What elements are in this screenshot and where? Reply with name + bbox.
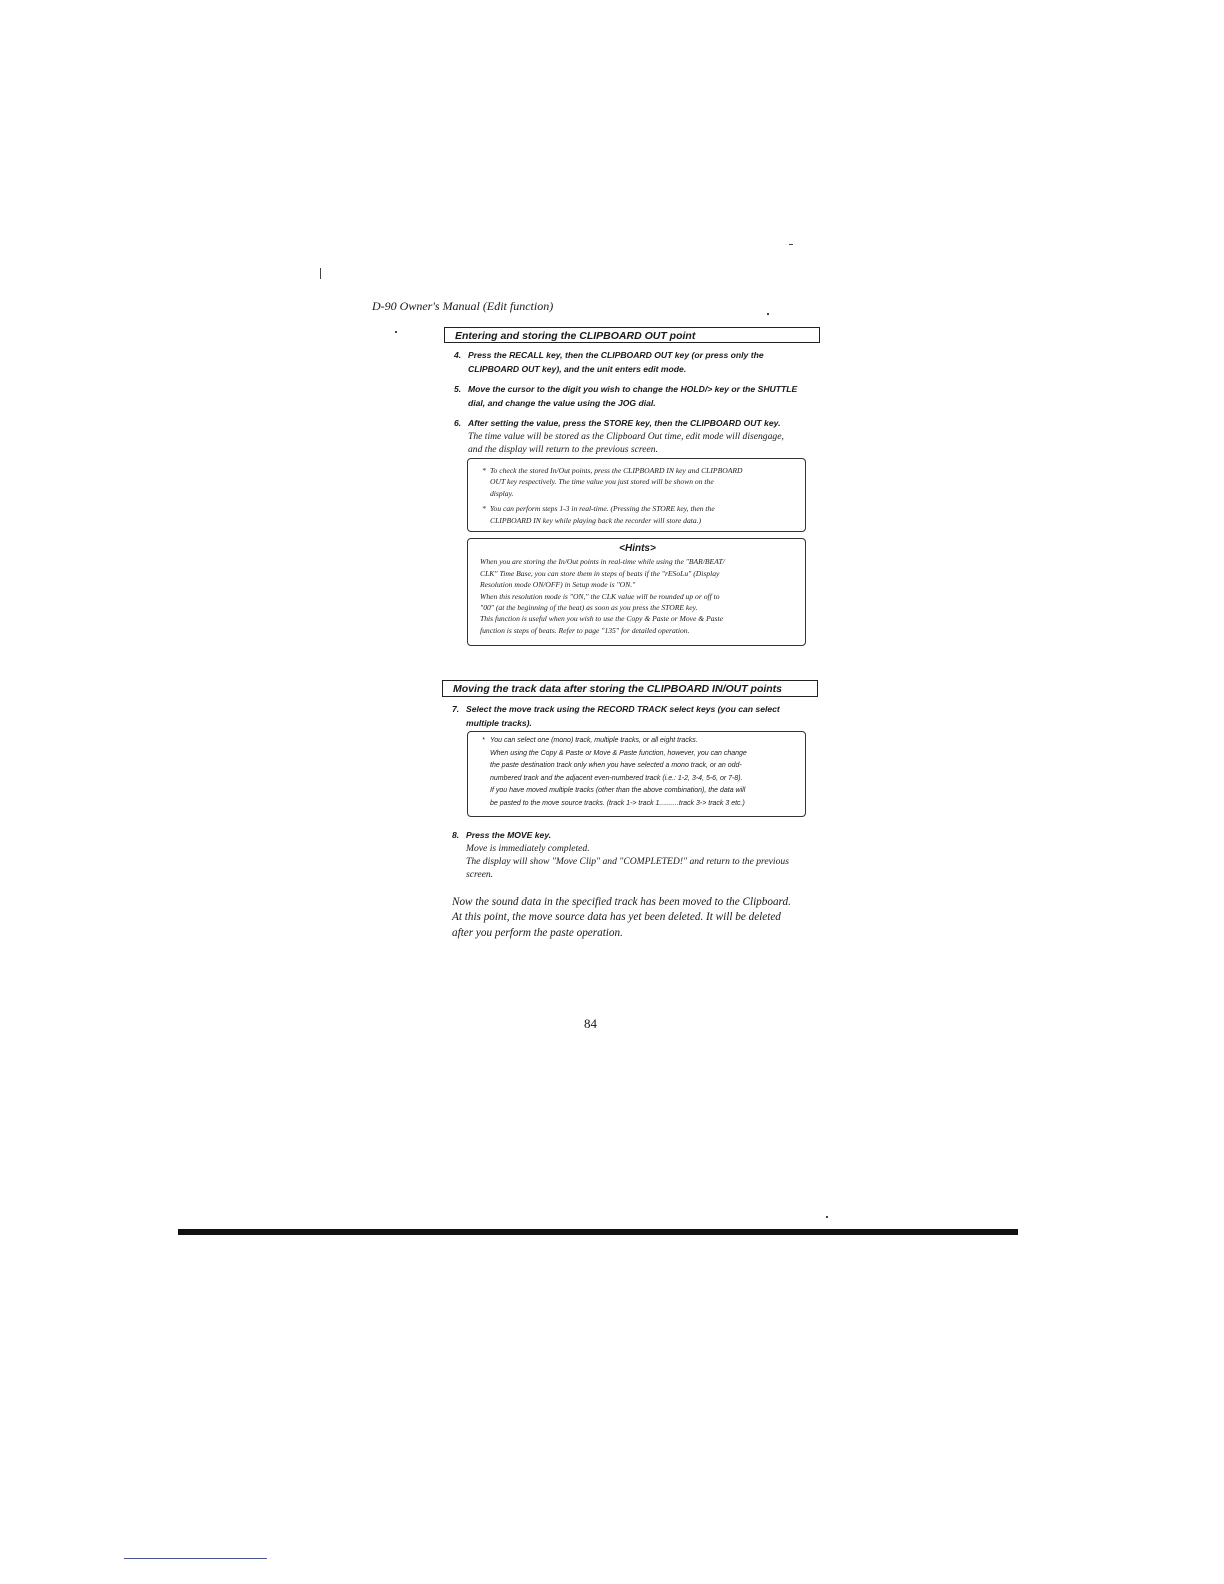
note-line: When using the Copy & Paste or Move & Paste function, however, you can change [490, 749, 747, 757]
section-title-text: Moving the track data after storing the CLIPBOARD IN/OUT points [453, 683, 783, 695]
body-line: screen. [466, 869, 494, 880]
section-title-text: Entering and storing the CLIPBOARD OUT point [455, 330, 696, 342]
step-line: multiple tracks). [466, 718, 532, 728]
hints-line: Resolution mode ON/OFF) in Setup mode is "ON." [480, 580, 636, 590]
section-title-move-track [442, 680, 818, 697]
note-line: CLIPBOARD IN key while playing back the recorder will store data.) [490, 515, 702, 525]
step-7 [452, 702, 826, 730]
note-line: the paste destination track only when you have selected a mono track, or an odd- [490, 762, 742, 770]
closing-paragraph [452, 895, 827, 941]
body-line: Move is immediately completed. [466, 843, 590, 854]
closing-line: Now the sound data in the specified track has been moved to the Clipboard. [452, 896, 791, 908]
hints-line: When this resolution mode is "ON," the CLK value will be rounded up or off to [480, 591, 720, 601]
step-4 [454, 348, 828, 376]
note-line: If you have moved multiple tracks (other than the above combination), the data will [490, 787, 746, 795]
note-line: To check the stored In/Out points, press the CLIPBOARD IN key and CLIPBOARD [490, 466, 743, 475]
step-line: After setting the value, press the STORE key, then the CLIPBOARD OUT key. [468, 418, 781, 428]
hints-line: When you are storing the In/Out points in real-time while using the "BAR/BEAT/ [480, 557, 725, 567]
bottom-underline [124, 1558, 267, 1559]
bottom-rule [178, 1229, 1018, 1235]
running-header: D-90 Owner's Manual (Edit function) [372, 299, 554, 313]
step-number: 5. [454, 384, 462, 394]
note-line: OUT key respectively. The time value you just stored will be shown on the [490, 477, 714, 487]
body-line: The display will show "Move Clip" and "COMPLETED!" and return to the previous [466, 856, 789, 867]
hints-line: This function is useful when you wish to use the Copy & Paste or Move & Paste [480, 614, 723, 624]
note-line: be pasted to the move source tracks. (track 1-> track 1..........track 3-> track 3 etc.) [490, 799, 745, 807]
step-line: Press the RECALL key, then the CLIPBOARD OUT key (or press only the [468, 350, 764, 360]
step-6 [454, 416, 828, 430]
step-number: 6. [454, 418, 462, 428]
step-6-body [468, 430, 828, 456]
step-line: CLIPBOARD OUT key), and the unit enters edit mode. [468, 364, 687, 374]
bullet-mark: * [482, 504, 486, 514]
step-line: Move the cursor to the digit you wish to change the HOLD/> key or the SHUTTLE [468, 384, 798, 394]
body-line: The time value will be stored as the Clipboard Out time, edit mode will disengage, [468, 431, 784, 442]
note-line: display. [490, 488, 514, 498]
note-box-move [467, 731, 806, 817]
hints-box [467, 538, 806, 646]
section-title-clipboard-out [444, 327, 820, 343]
note-line: You can select one (mono) track, multiple tracks, or all eight tracks. [490, 737, 698, 744]
step-number: 7. [452, 704, 460, 714]
hints-line: "00" (at the beginning of the beat) as soon as you press the STORE key. [480, 603, 698, 613]
step-8 [452, 828, 826, 842]
bullet-mark: * [482, 466, 486, 475]
scan-mark [320, 268, 321, 279]
note-line: numbered track and the adjacent even-numbered track (i.e.: 1-2, 3-4, 5-6, or 7-8). [490, 774, 743, 782]
bullet-mark: * [482, 737, 485, 744]
note-item [482, 735, 797, 811]
note-line: You can perform steps 1-3 in real-time. (Pressing the STORE key, then the [490, 504, 715, 514]
step-line: Press the MOVE key. [466, 830, 552, 840]
scan-mark [789, 244, 793, 245]
step-number: 4. [454, 350, 462, 360]
step-5 [454, 382, 828, 410]
step-line: dial, and change the value using the JOG dial. [468, 398, 656, 408]
page-number: 84 [584, 1016, 597, 1031]
scan-mark [767, 313, 769, 315]
hints-line: function is steps of beats. Refer to page "135" for detailed operation. [480, 625, 690, 635]
scan-mark [826, 1216, 828, 1218]
step-line: Select the move track using the RECORD TRACK select keys (you can select [466, 704, 780, 714]
hints-line: CLK" Time Base, you can store them in steps of beats if the "rESoLu" (Display [480, 568, 720, 578]
note-item [482, 503, 795, 526]
note-item [482, 465, 795, 499]
scan-mark [395, 331, 397, 333]
body-line: and the display will return to the previous screen. [468, 444, 658, 455]
closing-line: after you perform the paste operation. [452, 926, 623, 939]
hints-title: <Hints> [619, 543, 656, 554]
step-8-body [466, 842, 836, 881]
note-box-store [467, 458, 806, 532]
closing-line: At this point, the move source data has yet been deleted. It will be deleted [452, 911, 781, 924]
step-number: 8. [452, 830, 460, 840]
